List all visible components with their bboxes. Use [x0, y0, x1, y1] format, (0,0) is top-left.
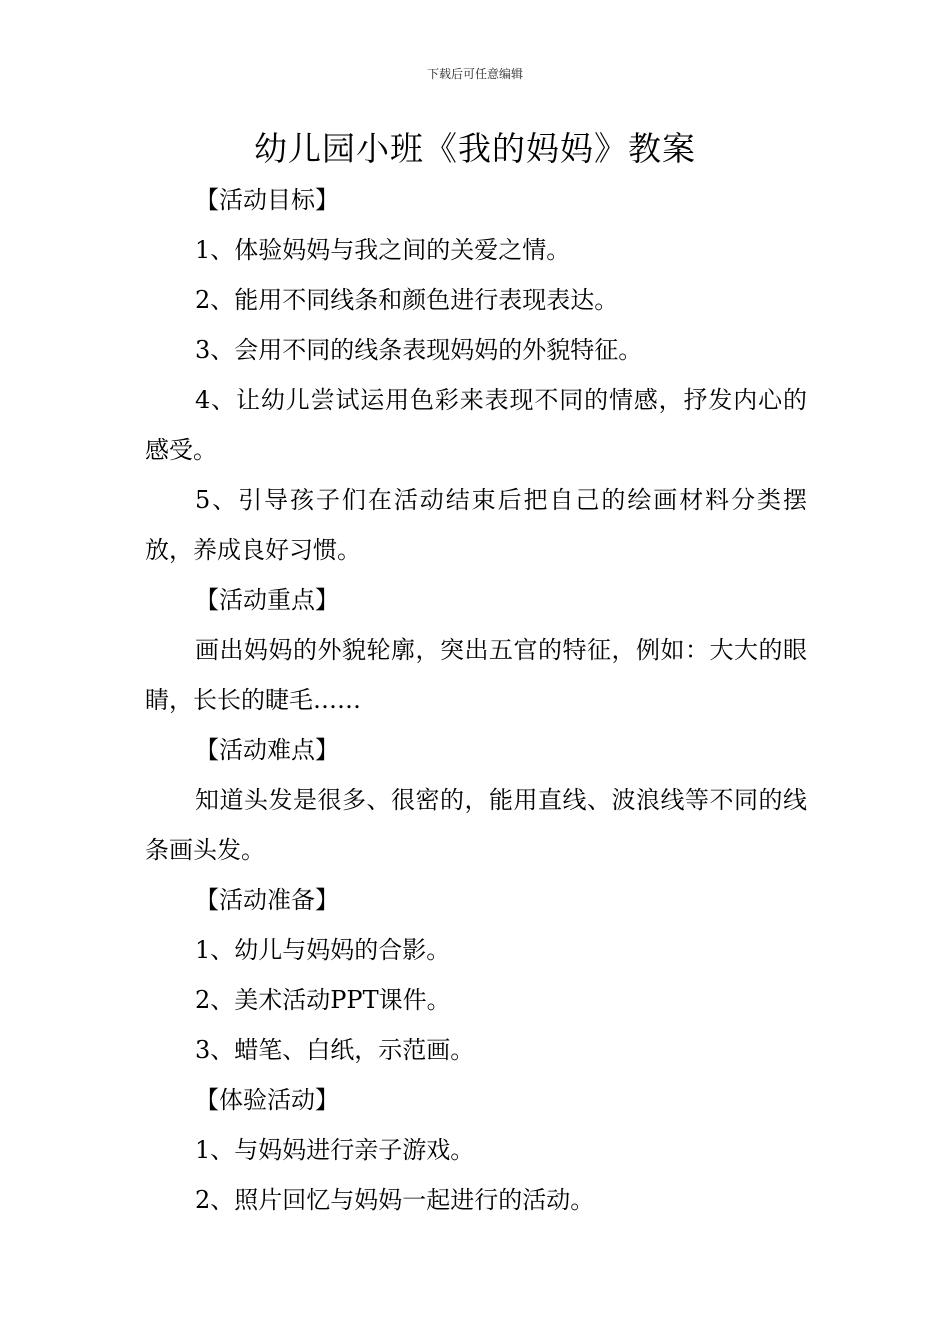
page-header-note: 下载后可任意编辑 — [426, 67, 523, 81]
preparation-item-2: 2、美术活动PPT课件。 — [195, 986, 451, 1014]
preparation-item-3: 3、蜡笔、白纸，示范画。 — [195, 1036, 475, 1064]
preparation-item-1: 1、幼儿与妈妈的合影。 — [195, 936, 451, 964]
section-heading-experience: 【体验活动】 — [195, 1086, 339, 1114]
goal-item-2: 2、能用不同线条和颜色进行表现表达。 — [195, 286, 619, 314]
experience-item-2: 2、照片回忆与妈妈一起进行的活动。 — [195, 1186, 595, 1214]
goal-item-1: 1、体验妈妈与我之间的关爱之情。 — [195, 236, 571, 264]
goal-item-5: 5、引导孩子们在活动结束后把自己的绘画材料分类摆放，养成良好习惯。 — [145, 486, 807, 564]
document-title: 幼儿园小班《我的妈妈》教案 — [254, 129, 696, 168]
key-points-text: 画出妈妈的外貌轮廓，突出五官的特征，例如：大大的眼睛，长长的睫毛…… — [145, 636, 807, 714]
difficulties-text: 知道头发是很多、很密的，能用直线、波浪线等不同的线条画头发。 — [145, 786, 807, 864]
goal-item-4: 4、让幼儿尝试运用色彩来表现不同的情感，抒发内心的感受。 — [145, 386, 807, 464]
experience-item-1: 1、与妈妈进行亲子游戏。 — [195, 1136, 475, 1164]
section-heading-difficulties: 【活动难点】 — [195, 736, 339, 764]
section-heading-key-points: 【活动重点】 — [195, 586, 339, 614]
document-body — [145, 175, 807, 1225]
section-heading-preparation: 【活动准备】 — [195, 886, 339, 914]
section-heading-goals: 【活动目标】 — [195, 186, 339, 214]
goal-item-3: 3、会用不同的线条表现妈妈的外貌特征。 — [195, 336, 643, 364]
